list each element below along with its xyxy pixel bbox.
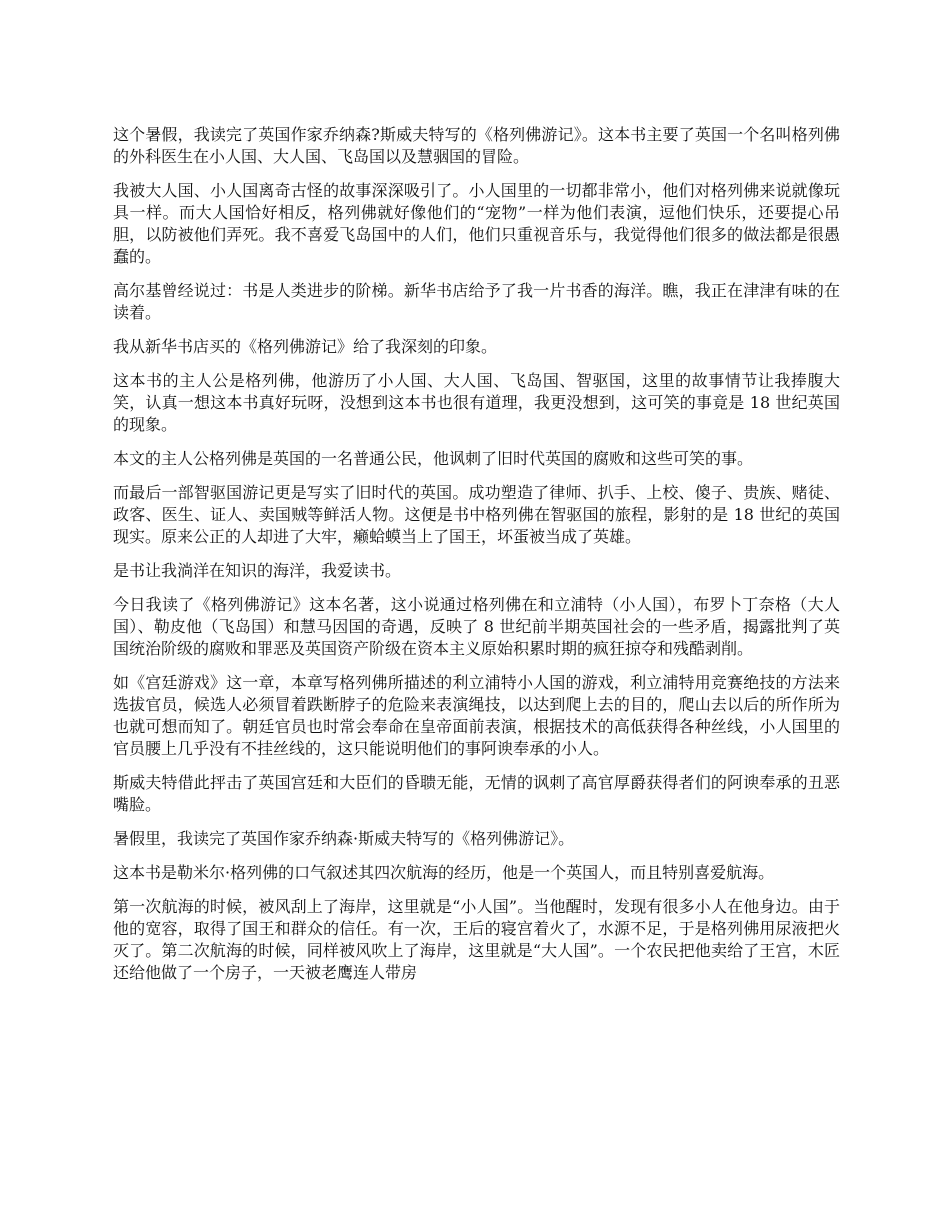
paragraph-10: 如《宫廷游戏》这一章，本章写格列佛所描述的利立浦特小人国的游戏，利立浦特用竞赛绝技的方法来选拔官员，候选人必须冒着跌断脖子的危险来表演绳技，以达到爬上去的目的，爬山去以后的所作所为也就可想而知了。朝廷官员也时常会奉命在皇帝面前表演，根据技术的高低获得各种丝线，小人国里的官员腰上几乎没有不挂丝线的，这只能说明他们的事阿谀奉承的小人。	[113, 673, 840, 758]
paragraph-12: 暑假里，我读完了英国作家乔纳森·斯威夫特写的《格列佛游记》。	[113, 829, 575, 848]
document-page	[113, 124, 840, 996]
paragraph-1: 这个暑假，我读完了英国作家乔纳森?斯威夫特写的《格列佛游记》。这本书主要了英国一个名叫格列佛的外科医生在小人国、大人国、飞岛国以及慧骃国的冒险。	[113, 125, 840, 166]
paragraph-7: 而最后一部智驱国游记更是写实了旧时代的英国。成功塑造了律师、扒手、上校、傻子、贵族、赌徒、政客、医生、证人、卖国贼等鲜活人物。这便是书中格列佛在智驱国的旅程，影射的是 18 世纪的英国现实。原来公正的人却进了大牢，癞蛤蟆当上了国王，坏蛋被当成了英雄。	[113, 483, 840, 546]
paragraph-2: 我被大人国、小人国离奇古怪的故事深深吸引了。小人国里的一切都非常小，他们对格列佛来说就像玩具一样。而大人国恰好相反，格列佛就好像他们的“宠物”一样为他们表演，逗他们快乐，还要提心吊胆，以防被他们弄死。我不喜爱飞岛国中的人们，他们只重视音乐与，我觉得他们很多的做法都是很愚蠢的。	[113, 181, 840, 266]
paragraph-9: 今日我读了《格列佛游记》这本名著，这小说通过格列佛在和立浦特（小人国），布罗卜丁奈格（大人国）、勒皮他（飞岛国）和慧马因国的奇遇，反映了 8 世纪前半期英国社会的一些矛盾，揭露批判了英国统治阶级的腐败和罪恶及英国资产阶级在资本主义原始积累时期的疯狂掠夺和残酷剥削。	[113, 595, 840, 658]
paragraph-13: 这本书是勒米尔·格列佛的口气叙述其四次航海的经历，他是一个英国人，而且特别喜爱航海。	[113, 863, 775, 882]
paragraph-6: 本文的主人公格列佛是英国的一名普通公民，他讽刺了旧时代英国的腐败和这些可笑的事。	[113, 449, 754, 468]
paragraph-11: 斯威夫特借此抨击了英国宫廷和大臣们的昏聩无能，无情的讽刺了高官厚爵获得者们的阿谀奉承的丑恶嘴脸。	[113, 773, 840, 814]
paragraph-14: 第一次航海的时候，被风刮上了海岸，这里就是“小人国”。当他醒时，发现有很多小人在他身边。由于他的宽容，取得了国王和群众的信任。有一次，王后的寝宫着火了，水源不足，于是格列佛用尿液把火灭了。第二次航海的时候，同样被风吹上了海岸，这里就是“大人国”。一个农民把他卖给了王宫，木匠还给他做了一个房子，一天被老鹰连人带房	[113, 897, 840, 982]
paragraph-3: 高尔基曾经说过：书是人类进步的阶梯。新华书店给予了我一片书香的海洋。瞧，我正在津津有味的在读着。	[113, 281, 840, 322]
paragraph-5: 这本书的主人公是格列佛，他游历了小人国、大人国、飞岛国、智驱国，这里的故事情节让我捧腹大笑，认真一想这本书真好玩呀，没想到这本书也很有道理，我更没想到，这可笑的事竟是 18 世纪英国的现象。	[113, 371, 840, 434]
paragraph-8: 是书让我淌洋在知识的海洋，我爱读书。	[113, 561, 402, 580]
paragraph-4: 我从新华书店买的《格列佛游记》给了我深刻的印象。	[113, 337, 498, 356]
